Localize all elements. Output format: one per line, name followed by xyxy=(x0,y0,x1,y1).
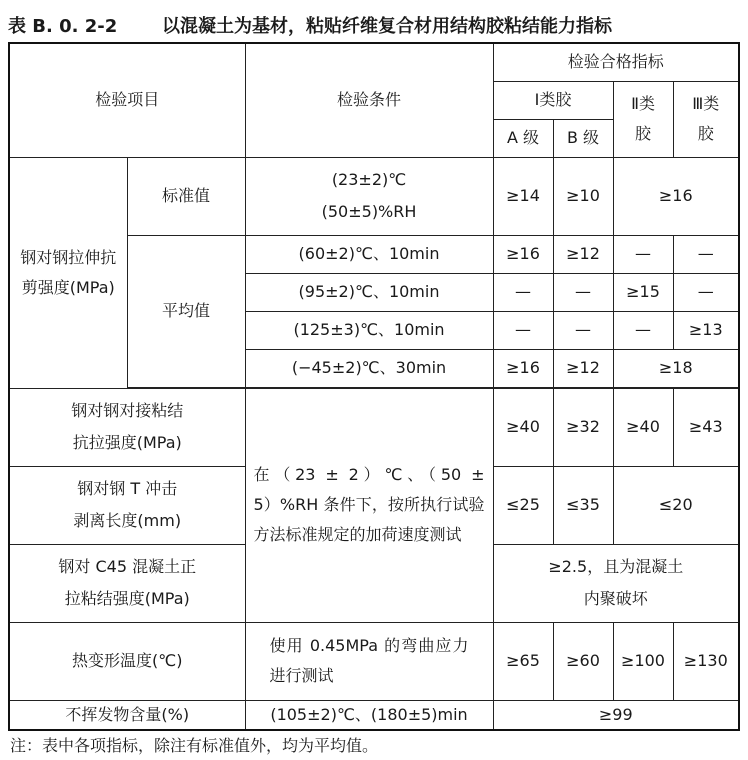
table-note: 注：表中各项指标，除注有标准值外，均为平均值。 xyxy=(10,736,379,755)
c45-item-line1: 钢对 C45 混凝土正 xyxy=(58,557,197,576)
shared-condition-text: 在（23 ± 2）℃、（50 ± 5）%RH 条件下，按所执行试验方法标准规定的加荷速度测试 xyxy=(253,465,485,544)
shear-avg-r4-a: ≥16 xyxy=(493,349,553,387)
peel-b: ≤35 xyxy=(553,466,613,544)
tensile-b: ≥32 xyxy=(553,388,613,466)
shear-avg-r3-c2: — xyxy=(613,311,673,349)
heat-condition xyxy=(245,622,493,700)
shear-item-text: 钢对钢拉伸抗剪强度(MPa) xyxy=(20,247,117,297)
tensile-item xyxy=(9,388,245,466)
shear-avg-r1-c2: — xyxy=(613,235,673,273)
shear-avg-r2-a: — xyxy=(493,273,553,311)
heat-item: 热变形温度(℃) xyxy=(9,622,245,700)
tensile-a: ≥40 xyxy=(493,388,553,466)
tensile-item-line1: 钢对钢对接粘结 xyxy=(71,401,184,420)
c45-value-line2: 内聚破坏 xyxy=(583,589,648,608)
nonvolatile-item: 不挥发物含量(%) xyxy=(9,700,245,730)
shear-avg-r4-b: ≥12 xyxy=(553,349,613,387)
tensile-c3: ≥43 xyxy=(673,388,739,466)
shear-avg-r3-a: — xyxy=(493,311,553,349)
header-item: 检验项目 xyxy=(9,43,245,157)
header-class3-text: Ⅲ类胶 xyxy=(692,94,720,143)
header-class2 xyxy=(613,81,673,157)
shear-avg-r3-c3: ≥13 xyxy=(673,311,739,349)
shear-avg-r2-b: — xyxy=(553,273,613,311)
peel-c23: ≤20 xyxy=(613,466,739,544)
c45-item-line2: 拉粘结强度(MPa) xyxy=(64,589,190,608)
nonvolatile-condition: (105±2)℃、(180±5)min xyxy=(245,700,493,730)
shear-standard-cond1: (23±2)℃ xyxy=(331,170,407,189)
table-title xyxy=(0,8,748,38)
peel-item-line1: 钢对钢 T 冲击 xyxy=(77,479,178,498)
table-caption: 以混凝土为基材，粘贴纤维复合材用结构胶粘结能力指标 xyxy=(162,16,612,37)
shear-standard-b: ≥10 xyxy=(553,157,613,235)
shared-condition xyxy=(245,388,493,622)
heat-c2: ≥100 xyxy=(613,622,673,700)
header-grade-b: B 级 xyxy=(553,119,613,157)
c45-value xyxy=(493,544,739,622)
adhesive-criteria-table xyxy=(8,42,740,731)
tensile-c2: ≥40 xyxy=(613,388,673,466)
shear-avg-r1-a: ≥16 xyxy=(493,235,553,273)
shear-avg-r4-cond: (−45±2)℃、30min xyxy=(245,349,493,387)
c45-item xyxy=(9,544,245,622)
shear-standard-label: 标准值 xyxy=(127,157,245,235)
peel-a: ≤25 xyxy=(493,466,553,544)
shear-avg-r3-b: — xyxy=(553,311,613,349)
peel-item-line2: 剥离长度(mm) xyxy=(73,511,182,530)
shear-standard-cond2: (50±5)%RH xyxy=(321,202,417,221)
heat-a: ≥65 xyxy=(493,622,553,700)
header-class3 xyxy=(673,81,739,157)
shear-standard-c23: ≥16 xyxy=(613,157,739,235)
shear-average-label: 平均值 xyxy=(127,235,245,387)
header-class1: Ⅰ类胶 xyxy=(493,81,613,119)
shear-avg-r1-b: ≥12 xyxy=(553,235,613,273)
shear-avg-r2-c3: — xyxy=(673,273,739,311)
shear-avg-r2-c2: ≥15 xyxy=(613,273,673,311)
heat-c3: ≥130 xyxy=(673,622,739,700)
tensile-item-line2: 抗拉强度(MPa) xyxy=(72,433,182,452)
nonvolatile-value: ≥99 xyxy=(493,700,739,730)
shear-item xyxy=(9,157,127,388)
c45-value-line1: ≥2.5，且为混凝土 xyxy=(548,557,684,576)
heat-b: ≥60 xyxy=(553,622,613,700)
heat-condition-text: 使用 0.45MPa 的弯曲应力进行测试 xyxy=(269,636,469,685)
shear-avg-r4-c23: ≥18 xyxy=(613,349,739,387)
header-grade-a: A 级 xyxy=(493,119,553,157)
header-condition: 检验条件 xyxy=(245,43,493,157)
shear-avg-r1-c3: — xyxy=(673,235,739,273)
table-number: 表 B. 0. 2-2 xyxy=(8,16,118,37)
header-class2-text: Ⅱ类胶 xyxy=(631,94,655,143)
shear-standard-condition xyxy=(245,157,493,235)
shear-avg-r3-cond: (125±3)℃、10min xyxy=(245,311,493,349)
peel-item xyxy=(9,466,245,544)
header-criteria: 检验合格指标 xyxy=(493,43,739,81)
shear-avg-r2-cond: (95±2)℃、10min xyxy=(245,273,493,311)
shear-avg-r1-cond: (60±2)℃、10min xyxy=(245,235,493,273)
shear-standard-a: ≥14 xyxy=(493,157,553,235)
